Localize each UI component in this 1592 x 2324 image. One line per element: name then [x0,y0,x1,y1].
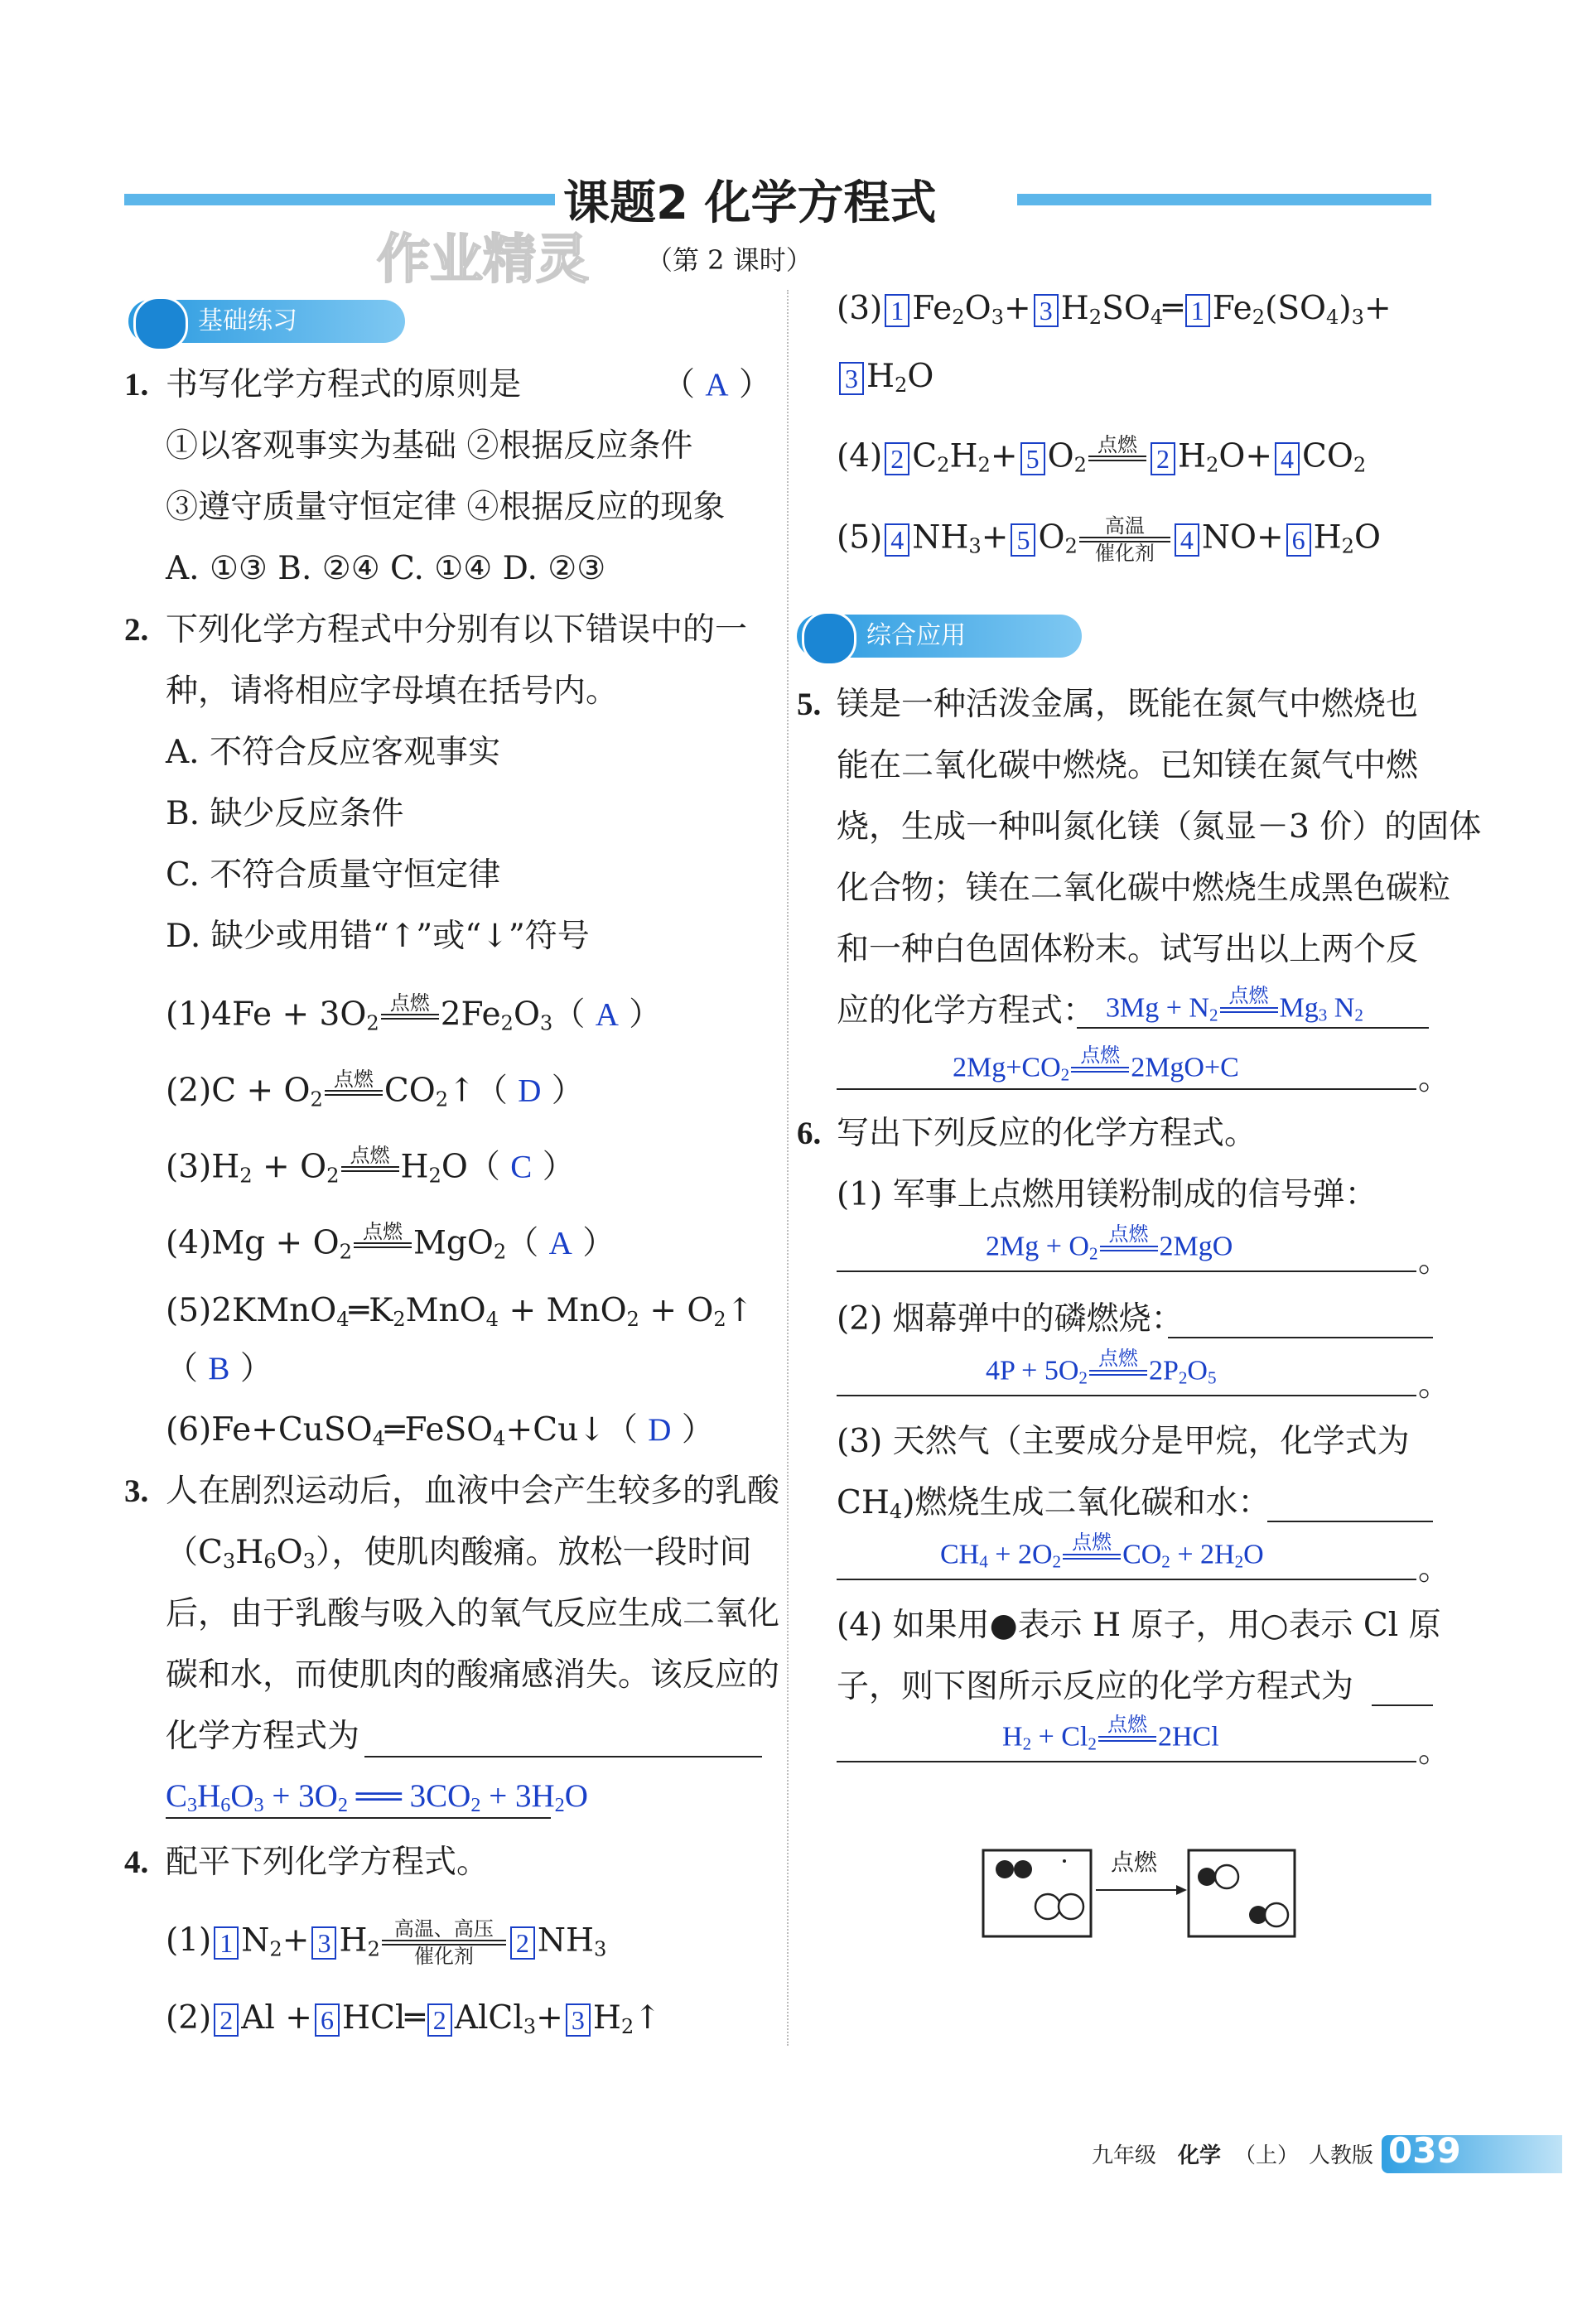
q2-item3: $(3)H_2 + O_2$ 点燃 $H_2O$（ C ） [166,1144,575,1188]
q2-item6: (6)Fe+CuSO$_4$═FeSO$_4$+Cu↓（ D ） [166,1411,714,1451]
header-bar-left [124,194,555,205]
q4-item2: (2) 2 Al + 6 HCl═ 2 AlCl$_3$+ 3 $H_2↑$ [166,1999,661,2039]
footer-publisher: 人教版 [1309,2143,1374,2168]
q6-period2: 。 [1418,1367,1451,1404]
q4-item3a: (3) 1 $Fe_2O_3+ 3$ $H_2SO_4═$ 1 $Fe_2(SO_4)_3+$ [837,290,1392,330]
q6-answer3: $CH_4 + 2O_2$ 点燃 $CO_2 + 2H_2O$ [940,1532,1264,1572]
q2-optC: C. 不符合质量守恒定律 [166,856,501,894]
q2-item5-answer: （ B ） [166,1350,273,1387]
q6-part3b: $CH_4$)燃烧生成二氧化碳和水： [837,1484,1271,1524]
cl-atom [1265,1903,1288,1926]
q2-item1: $(1)4Fe + 3O_2$ 点燃 $2Fe_2O_3$（ A ） [166,991,662,1035]
q5-answer2: $2Mg+CO_2$ 点燃 2MgO+C [953,1045,1239,1085]
diagram-condition: 点燃 [1111,1849,1158,1876]
watermark: 作业精灵 [377,229,589,291]
footer-volume: （上） [1234,2143,1300,2168]
q5-line2: 能在二氧化碳中燃烧。已知镁在氮气中燃 [837,747,1419,784]
q6-answer2: $4P + 5O_2$ 点燃 $2P_2O_5$ [986,1348,1217,1388]
q3-line4: 碳和水，而使肌肉的酸痛感消失。该反应的 [166,1656,780,1694]
q6-part3a: (3) 天然气（主要成分是甲烷，化学式为 [837,1423,1410,1460]
reaction-diagram [982,1849,1296,1940]
q6-blank2b [837,1395,1416,1396]
q6-blank2a [1168,1337,1433,1338]
q6-blank4a [1372,1704,1433,1706]
q6-stem: 写出下列反应的化学方程式。 [837,1115,1257,1152]
footer-grade: 九年级 [1092,2143,1157,2168]
q3-line3: 后，由于乳酸与吸入的氧气反应生成二氧化 [166,1595,780,1632]
q1-number: 1. [124,367,149,403]
q5-answer1: $3Mg + N_2$ 点燃 $Mg_3$ $N_2$ [1106,986,1363,1025]
page-subtitle: （第 2 课时） [646,244,813,276]
q5-line4: 化合物；镁在二氧化碳中燃烧生成黑色碳粒 [837,870,1451,907]
page-number: 039 [1388,2130,1461,2171]
q2-number: 2. [124,612,149,648]
q5-line1: 镁是一种活泼金属，既能在氮气中燃烧也 [837,686,1419,723]
q5-blank1 [1077,1027,1429,1029]
q3-blank2 [166,1817,551,1819]
q6-blank3a [1267,1521,1433,1522]
dot [1063,1859,1066,1863]
q3-answer: $C_3H_6O_3 + 3O_2$ ══ $3CO_2 + 3H_2O$ [166,1778,588,1817]
q4-item1: (1) 1 $N_2+ 3$ $H_2$ 高温、高压 催化剂 2 $NH_3$ [166,1917,607,1968]
q2-item5: $(5)2KMnO_4═K_2MnO_4 + MnO_2$ + $O_2↑$ [166,1292,754,1332]
q2-optD: D. 缺少或用错“↑”或“↓”符号 [166,918,590,955]
q5-period: 。 [1418,1060,1451,1097]
q3-blank1 [364,1756,762,1757]
section-badge-basic [128,300,405,343]
q6-blank3b [837,1579,1416,1580]
q1-answer: A [705,367,729,403]
section-badge-apply [797,615,1082,658]
section-label: 综合应用 [866,621,966,650]
q1-options: A. ①③ B. ②④ C. ①④ D. ②③ [166,550,606,587]
q4-item5: (5) 4 $NH_3+ 5$ $O_2$ 高温 催化剂 4 NO+ 6 $H_2O$ [837,514,1382,565]
q4-item4: (4) 2 $C_2H_2+ 5$ $O_2$ 点燃 2 $H_2O+ 4$ $CO_2$ [837,433,1367,477]
column-divider [787,290,789,2046]
q5-blank2 [837,1088,1416,1090]
q3-line1: 人在剧烈运动后，血液中会产生较多的乳酸 [166,1473,780,1510]
q6-answer4: $H_2 + Cl_2$ 点燃 2HCl [1002,1714,1219,1754]
q6-number: 6. [797,1116,822,1151]
q2-item2: $(2)C + O_2$ 点燃 $CO_2↑$（ D ） [166,1068,584,1111]
q6-blank1 [837,1270,1416,1272]
q1-answer-paren: （ A ） [663,366,771,403]
cl-atom [1215,1865,1238,1888]
q5-line6: 应的化学方程式： [837,992,1096,1029]
q6-part4a: (4) 如果用●表示 H 原子，用○表示 Cl 原 [837,1607,1441,1644]
q3-line5: 化学方程式为 [166,1718,360,1755]
header-bar-right [1017,194,1431,205]
q4-stem: 配平下列化学方程式。 [166,1844,490,1881]
q2-optB: B. 缺少反应条件 [166,795,404,832]
q2-stem2: 种，请将相应字母填在括号内。 [166,673,619,710]
q1-stem: 书写化学方程式的原则是 [166,366,522,403]
arrow-head [1176,1885,1187,1895]
q5-number: 5. [797,687,822,722]
q5-line3: 烧，生成一种叫氮化镁（氮显－3 价）的固体 [837,808,1482,846]
section-label: 基础练习 [198,306,297,335]
q1-opt2: ③遵守质量守恒定律 ④根据反应的现象 [166,489,726,526]
q6-period4: 。 [1418,1733,1451,1770]
cl-atom [1059,1894,1083,1919]
q6-blank4b [837,1761,1416,1762]
q6-period1: 。 [1418,1242,1451,1280]
q2-stem1: 下列化学方程式中分别有以下错误中的一 [166,611,748,649]
q6-part1: (1) 军事上点燃用镁粉制成的信号弹： [837,1176,1377,1213]
q6-part4b: 子，则下图所示反应的化学方程式为 [837,1668,1354,1705]
q4-number: 4. [124,1844,149,1880]
cl-atom [1035,1894,1060,1919]
q3-number: 3. [124,1473,149,1509]
leaf-icon [133,297,188,351]
footer-subject: 化学 [1178,2143,1222,2168]
q1-opt1: ①以客观事实为基础 ②根据反应条件 [166,427,693,465]
q6-period3: 。 [1418,1550,1451,1588]
h-atom [1198,1868,1216,1886]
page-title: 课题2 化学方程式 [563,176,937,230]
q6-answer1: $2Mg + O_2$ 点燃 2MgO [986,1224,1233,1264]
h-atom [996,1860,1014,1878]
q4-item3b: 3 $H_2O$ [837,358,933,397]
q6-part2: (2) 烟幕弹中的磷燃烧： [837,1300,1184,1338]
q5-line5: 和一种白色固体粉末。试写出以上两个反 [837,931,1419,968]
q2-item4: $(4)Mg + O_2$ 点燃 MgO$_2$（ A ） [166,1220,615,1264]
globe-icon [802,611,856,666]
q3-line2: $(C_3H_6O_3)$，使肌肉酸痛。放松一段时间 [166,1534,752,1574]
q2-optA: A. 不符合反应客观事实 [166,734,500,771]
h-atom [1014,1860,1032,1878]
